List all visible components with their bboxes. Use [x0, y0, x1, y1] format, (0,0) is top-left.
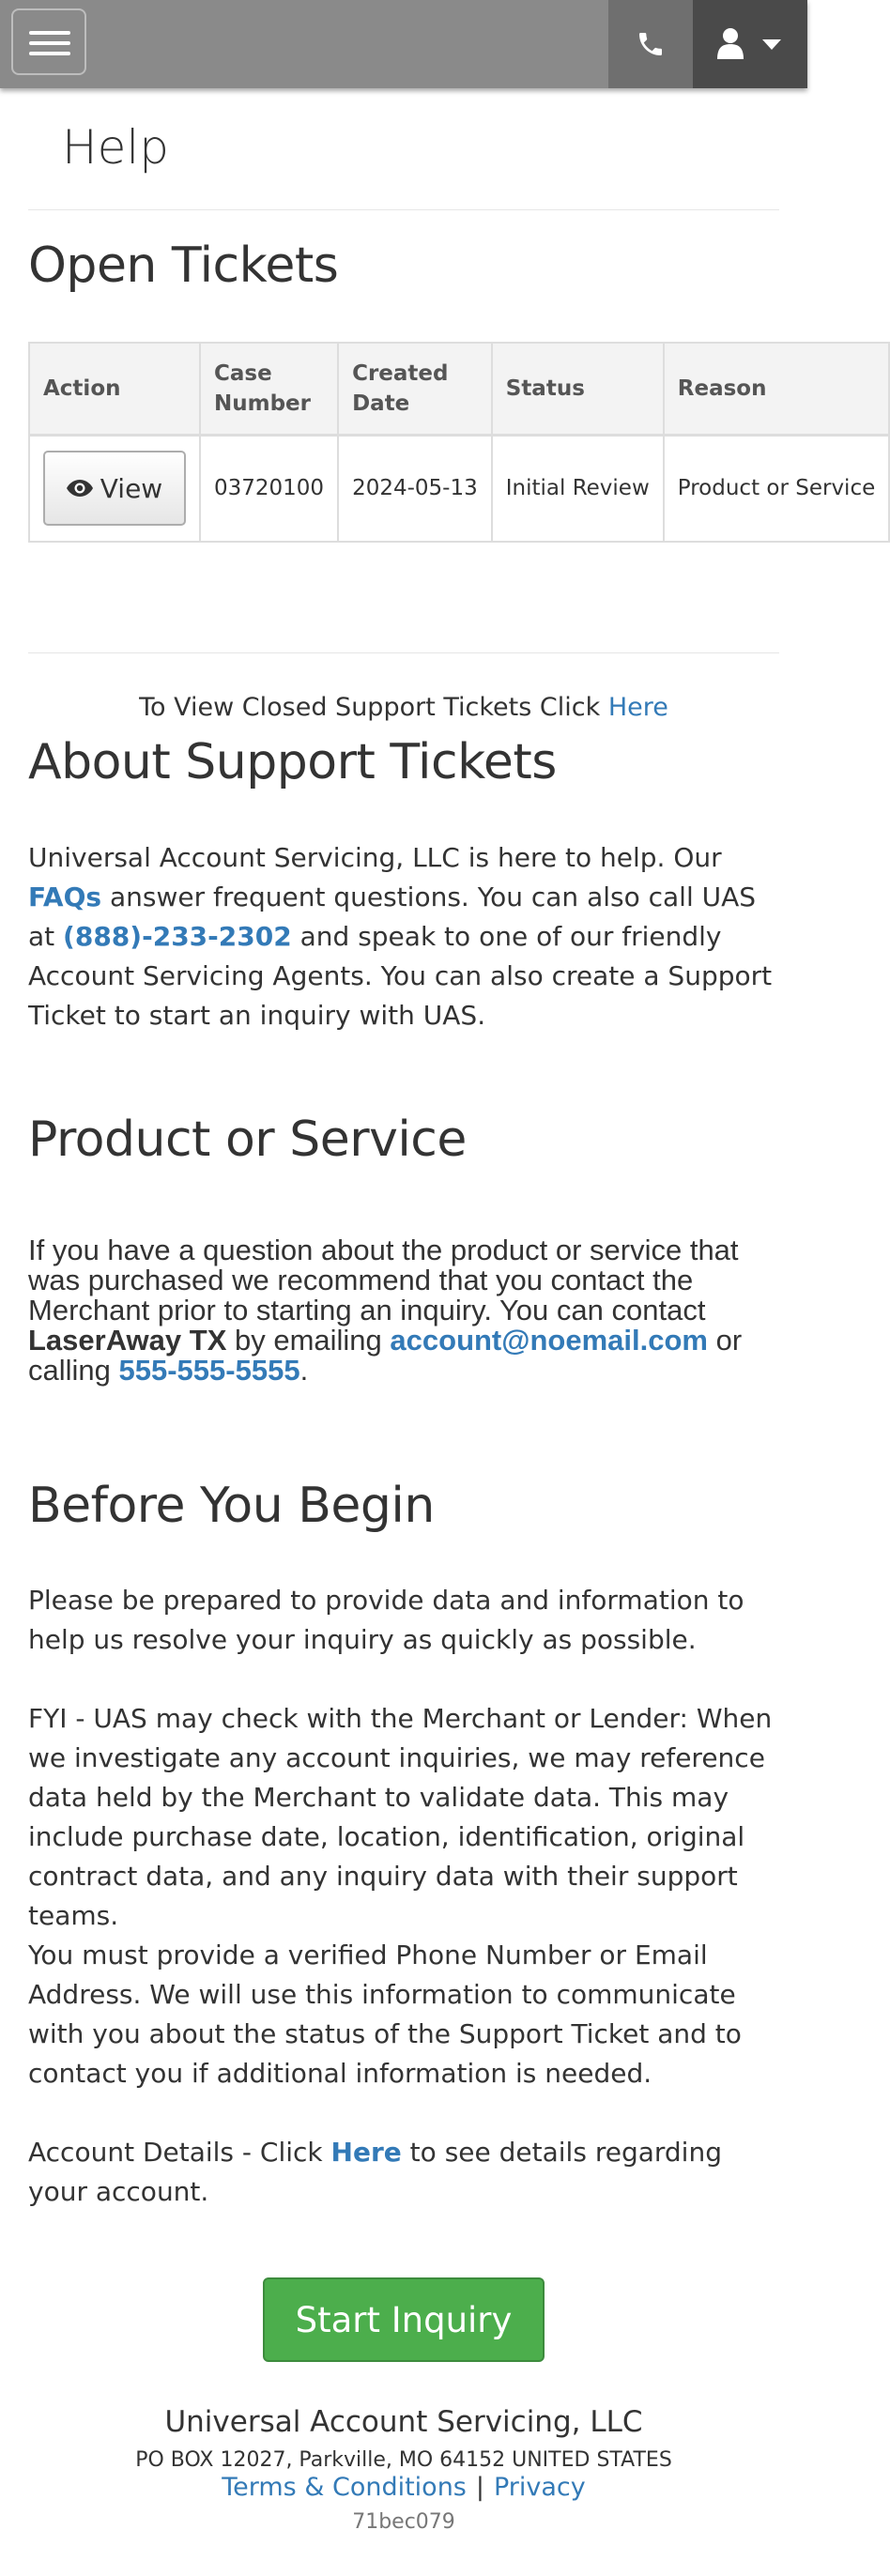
closed-tickets-line: [0, 693, 807, 722]
product-text-2: by emailing: [226, 1324, 391, 1357]
closed-tickets-text: To View Closed Support Tickets Click: [139, 693, 608, 722]
divider: [28, 209, 779, 210]
footer-separator: |: [475, 2473, 484, 2502]
before-paragraph-1: Please be prepared to provide data and information to help us resolve your inquiry as quickly as possible.: [28, 1585, 744, 1655]
merchant-name: LaserAway TX: [28, 1324, 227, 1357]
account-details-link[interactable]: Here: [330, 2137, 402, 2168]
eye-icon: [67, 480, 93, 497]
before-paragraph-2: FYI - UAS may check with the Merchant or Lender: When we investigate any account inquiries, we may reference data held by the Merchant to validate data. This may include purchase date, location, identification, original contract data, and any inquiry data with their support teams.: [28, 1703, 773, 1931]
product-text-4: .: [299, 1354, 309, 1387]
footer-version: 71bec079: [352, 2510, 455, 2534]
merchant-phone-link[interactable]: 555-555-5555: [118, 1354, 300, 1387]
column-header-created-date: Created Date: [338, 343, 492, 435]
uas-phone-link[interactable]: (888)-233-2302: [63, 921, 292, 952]
account-details-text: Account Details - Click: [28, 2137, 331, 2168]
top-navbar: [0, 0, 807, 88]
user-menu-button[interactable]: [693, 0, 807, 88]
column-header-action: Action: [29, 343, 200, 435]
column-header-case-number: Case Number: [200, 343, 338, 435]
about-text-2: answer frequent questions. You can also call UAS at: [28, 882, 757, 952]
cell-status: Initial Review: [492, 435, 664, 542]
account-details-paragraph: [28, 2133, 789, 2212]
product-text-3: or calling: [28, 1324, 743, 1387]
footer-address: PO BOX 12027, Parkville, MO 64152 UNITED STATES: [135, 2448, 672, 2472]
table-header-row: [29, 343, 889, 435]
closed-tickets-link[interactable]: Here: [607, 693, 668, 722]
phone-button[interactable]: [608, 0, 693, 88]
caret-down-icon: [762, 39, 781, 50]
footer-company-name: Universal Account Servicing, LLC: [164, 2405, 643, 2439]
account-details-suffix: to see details regarding your account.: [28, 2137, 722, 2207]
cell-created-date: 2024-05-13: [338, 435, 492, 542]
product-heading: Product or Service: [28, 1112, 467, 1168]
hamburger-icon-line: [29, 52, 70, 55]
phone-icon: [636, 29, 666, 59]
merchant-email-link[interactable]: account@noemail.com: [390, 1324, 708, 1357]
privacy-link[interactable]: Privacy: [493, 2473, 586, 2502]
start-inquiry-button[interactable]: Start Inquiry: [263, 2277, 545, 2362]
about-heading: About Support Tickets: [28, 734, 557, 790]
tickets-table-container[interactable]: [28, 342, 876, 543]
faqs-link[interactable]: FAQs: [28, 882, 102, 912]
before-paragraph-3: You must provide a verified Phone Number or Email Address. We will use this information to communicate with you about the status of the Support Ticket and to contact you if additional information is needed.: [28, 1940, 742, 2089]
footer-links: [0, 2473, 807, 2502]
before-heading: Before You Begin: [28, 1478, 435, 1534]
view-ticket-button[interactable]: [43, 451, 186, 526]
menu-toggle-button[interactable]: [11, 8, 86, 75]
table-row: [29, 435, 889, 542]
view-button-label: View: [100, 472, 163, 504]
hamburger-icon-line: [29, 41, 70, 45]
page-title: Help: [62, 120, 169, 175]
column-header-status: Status: [492, 343, 664, 435]
column-header-reason: Reason: [664, 343, 889, 435]
about-text-1: Universal Account Servicing, LLC is here to help. Our: [28, 842, 722, 873]
hamburger-icon: [29, 31, 70, 35]
cell-case-number: 03720100: [200, 435, 338, 542]
user-icon: [717, 27, 744, 59]
cell-reason: Product or Service: [664, 435, 889, 542]
about-text-3: and speak to one of our friendly Account Servicing Agents. You can also create a Support Ticket to start an inquiry with UAS.: [28, 921, 773, 1031]
terms-link[interactable]: Terms & Conditions: [222, 2473, 467, 2502]
product-text-1: If you have a question about the product or service that was purchased we recommend that you contact the Merchant prior to starting an inquiry. You can contact: [28, 1234, 739, 1326]
open-tickets-heading: Open Tickets: [28, 238, 339, 294]
tickets-table: [28, 342, 890, 543]
cell-action: [29, 435, 200, 542]
product-paragraph: [28, 1235, 789, 1386]
about-paragraph: [28, 838, 789, 1035]
divider: [28, 652, 779, 653]
